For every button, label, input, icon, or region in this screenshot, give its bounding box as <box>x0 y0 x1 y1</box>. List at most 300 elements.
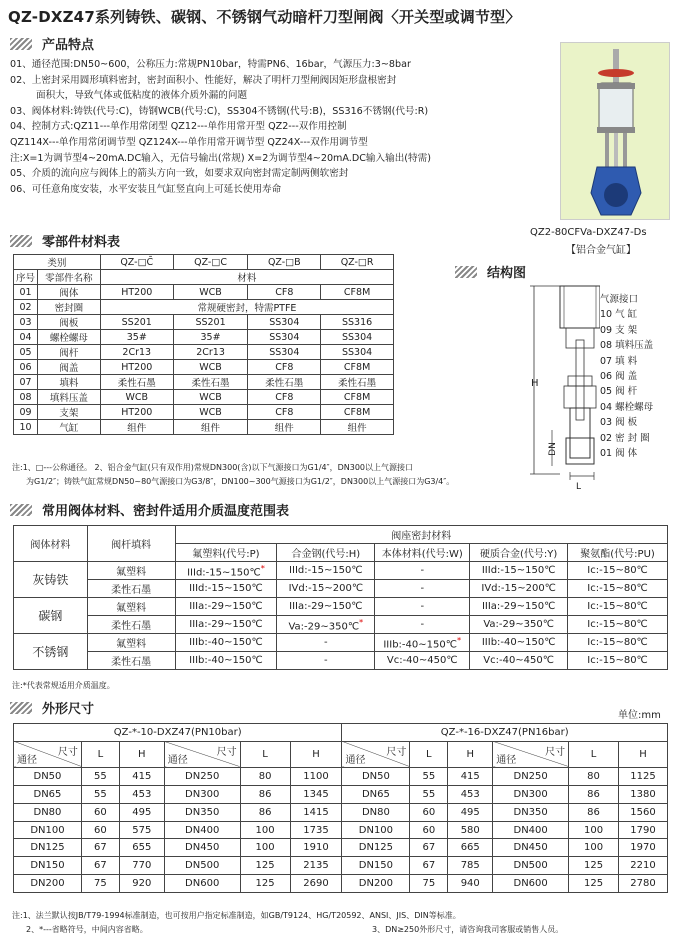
structure-label: 10 气 缸 <box>600 309 638 321</box>
part-no: 07 <box>14 375 38 390</box>
dims-cell: DN200 <box>342 875 410 893</box>
dims-cell: 415 <box>448 767 493 785</box>
part-material: 35# <box>173 330 248 345</box>
dims-cell: 575 <box>119 821 164 839</box>
dims-cell: 125 <box>569 875 619 893</box>
part-material: WCB <box>100 390 173 405</box>
dims-cell: DN150 <box>342 857 410 875</box>
dims-l-header: L <box>410 741 448 767</box>
dims-title-row <box>14 724 668 742</box>
part-name: 阀板 <box>37 315 100 330</box>
temps-value <box>568 652 668 670</box>
dims-cell: 1970 <box>618 839 667 857</box>
temps-stem: 氟塑料 <box>87 634 175 652</box>
dims-cell: DN80 <box>14 803 82 821</box>
dims-cell: 1380 <box>618 785 667 803</box>
dims-cell: 67 <box>410 839 448 857</box>
bracket-right <box>623 133 627 167</box>
dims-cell: 495 <box>119 803 164 821</box>
parts-type-col: QZ-□C̄ <box>100 255 173 270</box>
table-row <box>14 857 668 875</box>
part-material: 柔性石墨 <box>248 375 321 390</box>
temps-value-text: IIIb:-40~150℃ <box>189 655 263 666</box>
dims-cell: DN350 <box>164 803 240 821</box>
temps-value <box>277 634 375 652</box>
structure-label: 01 阀 体 <box>600 448 638 460</box>
dims-cell: DN450 <box>164 839 240 857</box>
feature-line: 05、介质的流向应与阀体上的箭头方向一致，如要求双向密封需定制两侧软密封 <box>10 168 349 180</box>
dim-dn-label: DN <box>547 442 558 456</box>
dims-cell: DN250 <box>493 767 569 785</box>
stem-shape <box>613 49 619 83</box>
dims-cell: 1560 <box>618 803 667 821</box>
dims-cell: 86 <box>240 803 290 821</box>
dims-cell: DN100 <box>14 821 82 839</box>
temps-value <box>568 562 668 580</box>
dims-l-header: L <box>569 741 619 767</box>
dims-cell: DN150 <box>14 857 82 875</box>
temps-value-text: IIIa:-29~150℃ <box>189 619 263 630</box>
section-marker-icon <box>10 38 32 50</box>
temps-value <box>470 562 568 580</box>
temps-value-text: - <box>420 619 425 630</box>
part-name: 填料压盖 <box>37 390 100 405</box>
temps-body-material: 不锈钢 <box>14 634 88 670</box>
dims-cell: 55 <box>410 767 448 785</box>
dims-dn-label: 通径 <box>17 754 37 766</box>
dims-dn-label: 通径 <box>167 754 188 766</box>
dims-cell: DN100 <box>342 821 410 839</box>
dims-cell: DN50 <box>342 767 410 785</box>
dims-cell: DN200 <box>14 875 82 893</box>
table-row <box>14 598 668 616</box>
dims-cell: 55 <box>81 767 119 785</box>
dims-diag-header <box>164 741 240 767</box>
part-material: CF8M <box>321 285 394 300</box>
temps-value <box>375 598 470 616</box>
dims-cell: 1125 <box>618 767 667 785</box>
temps-value <box>568 616 668 634</box>
part-material-span: 常规硬密封，特需PTFE <box>100 300 393 315</box>
temps-value <box>470 634 568 652</box>
dims-cell: 1790 <box>618 821 667 839</box>
section-marker-icon <box>10 702 32 714</box>
temps-value-text: IIIa:-29~150℃ <box>289 601 363 612</box>
dims-h-header: H <box>290 741 342 767</box>
section-marker-icon <box>10 504 32 516</box>
temps-value <box>375 634 470 652</box>
table-row <box>14 360 394 375</box>
temps-stem: 柔性石墨 <box>87 652 175 670</box>
temps-heading: 常用阀体材料、密封件适用介质温度范围表 <box>10 500 289 519</box>
parts-subheader-row <box>14 270 394 285</box>
dims-cell: 2690 <box>290 875 342 893</box>
parts-type-col: QZ-□C <box>173 255 248 270</box>
dim-l-label: L <box>576 482 582 492</box>
temps-value-text: - <box>420 565 425 576</box>
dims-cell: DN80 <box>342 803 410 821</box>
dims-cell: DN50 <box>14 767 82 785</box>
part-material: CF8 <box>248 285 321 300</box>
dims-cell: 1735 <box>290 821 342 839</box>
part-material: CF8 <box>248 390 321 405</box>
dims-cell: 80 <box>240 767 290 785</box>
temps-value <box>175 634 277 652</box>
part-name: 支架 <box>37 405 100 420</box>
dims-cell: 125 <box>240 875 290 893</box>
temps-seat-col: 本体材料(代号:W) <box>375 544 470 562</box>
table-row <box>14 375 394 390</box>
dims-cell: 920 <box>119 875 164 893</box>
part-material: SS304 <box>321 345 394 360</box>
dims-cell: DN400 <box>493 821 569 839</box>
temps-value <box>568 634 668 652</box>
feature-line: 面积大，导致气体或低粘度的液体介质外漏的问题 <box>36 90 248 102</box>
dims-size-label: 尺寸 <box>545 746 566 758</box>
table-row <box>14 390 394 405</box>
temps-value <box>175 598 277 616</box>
temps-value <box>175 580 277 598</box>
table-row <box>14 300 394 315</box>
temps-value-text: Ic:-15~80℃ <box>587 601 648 612</box>
temps-seat-col: 合金钢(代号:H) <box>277 544 375 562</box>
parts-type-col: QZ-□B <box>248 255 321 270</box>
temps-value-text: IIId:-15~150℃ <box>481 565 556 576</box>
dims-cell: 80 <box>569 767 619 785</box>
dims-note-1: 注:1、法兰默认按JB/T79-1994标准制造，也可按用户指定标准制造，如GB/T9124、HG/T20592、ANSI、JIS、DIN等标准。 <box>12 911 461 920</box>
dims-cell: 60 <box>410 803 448 821</box>
dims-cell: 86 <box>569 785 619 803</box>
part-no: 09 <box>14 405 38 420</box>
part-material: WCB <box>173 360 248 375</box>
parts-seq-header: 序号 <box>14 270 38 285</box>
feature-line: 04、控制方式:QZ11---单作用常闭型 QZ12---单作用常开型 QZ2---双作用控制 <box>10 121 347 133</box>
structure-label: 05 阀 杆 <box>600 386 638 398</box>
dim-h-label: H <box>531 378 539 389</box>
dims-dn-label: 通径 <box>345 754 366 766</box>
dims-cell: DN600 <box>493 875 569 893</box>
feature-line: 注:X=1为调节型4~20mA.DC输入，无信号输出(常规) X=2为调节型4~20mA.DC输入输出(特需) <box>10 152 431 164</box>
temps-value <box>568 580 668 598</box>
temps-value-text: - <box>420 601 425 612</box>
part-name: 阀杆 <box>37 345 100 360</box>
temps-stem-header: 阀杆填料 <box>87 526 175 562</box>
parts-name-header: 零部件名称 <box>37 270 100 285</box>
dims-cell: 1345 <box>290 785 342 803</box>
temps-value-text: Vc:-40~450℃ <box>483 655 555 666</box>
part-material: HT200 <box>100 405 173 420</box>
part-name: 填料 <box>37 375 100 390</box>
part-material: 组件 <box>173 420 248 435</box>
dims-title-left: QZ-*-10-DXZ47(PN10bar) <box>14 724 342 742</box>
dims-diag-header <box>342 741 410 767</box>
temps-seat-header: 阀座密封材料 <box>175 526 667 544</box>
temps-value-text: Ic:-15~80℃ <box>587 637 648 648</box>
table-row <box>14 803 668 821</box>
temps-value-text: Va:-29~350℃ <box>288 621 360 633</box>
feature-line: QZ114X---单作用常闭调节型 QZ124X---单作用常开调节型 QZ24X---双作用调节型 <box>10 136 368 148</box>
part-material: 2Cr13 <box>100 345 173 360</box>
part-no: 05 <box>14 345 38 360</box>
temps-value <box>375 652 470 670</box>
part-material: CF8M <box>321 390 394 405</box>
dims-note-2: 2、*---省略符号，中间内容省略。 <box>26 925 148 934</box>
parts-type-col: QZ-□R <box>321 255 394 270</box>
structure-heading: 结构图 <box>455 262 526 281</box>
section-marker-icon <box>455 266 477 278</box>
temps-value-text: Ic:-15~80℃ <box>587 655 648 666</box>
dims-cell: DN65 <box>342 785 410 803</box>
part-no: 03 <box>14 315 38 330</box>
part-no: 08 <box>14 390 38 405</box>
table-row <box>14 616 668 634</box>
temps-value-text: IVd:-15~200℃ <box>288 583 364 594</box>
part-material: 组件 <box>100 420 173 435</box>
part-name: 阀体 <box>37 285 100 300</box>
structure-label: 04 螺栓螺母 <box>600 401 654 413</box>
dims-cell: 655 <box>119 839 164 857</box>
structure-label: 06 阀 盖 <box>600 371 638 383</box>
parts-note-1: 注:1、□---公称通径。 2、铝合金气缸(只有双作用)常规DN300(含)以下气源接口为G1/4″，DN300以上气源接口 <box>12 463 414 472</box>
dims-l-header: L <box>240 741 290 767</box>
feature-line: 02、上密封采用圆形填料密封，密封面积小、性能好，解决了明杆刀型闸阀因矩形盘根密封 <box>10 74 397 86</box>
parts-table <box>13 254 394 435</box>
temps-seat-col: 聚氨酯(代号:PU) <box>568 544 668 562</box>
dims-cell: 60 <box>81 821 119 839</box>
parts-note-2: 为G1/2″；铸铁气缸常规DN50~80气源接口为G3/8″，DN100~300气源接口为G1/2″，DN300以上气源接口为G3/4″。 <box>26 477 455 486</box>
dims-cell: 940 <box>448 875 493 893</box>
dims-cell: DN125 <box>14 839 82 857</box>
dims-cell: 60 <box>81 803 119 821</box>
temps-value <box>175 562 277 580</box>
temps-seat-col: 氟塑料(代号:P) <box>175 544 277 562</box>
dims-cell: DN500 <box>493 857 569 875</box>
structure-label: 08 填料压盖 <box>600 340 654 352</box>
table-row <box>14 785 668 803</box>
part-name: 阀盖 <box>37 360 100 375</box>
dims-cell: DN125 <box>342 839 410 857</box>
part-material: WCB <box>173 405 248 420</box>
temps-body-header: 阀体材料 <box>14 526 88 562</box>
dims-h-header: H <box>448 741 493 767</box>
temps-value-text: - <box>420 583 425 594</box>
table-row <box>14 634 668 652</box>
dims-cell: 785 <box>448 857 493 875</box>
part-material: SS316 <box>321 315 394 330</box>
table-row <box>14 315 394 330</box>
dims-cell: DN350 <box>493 803 569 821</box>
cylinder-cap-top <box>597 83 635 89</box>
structure-label: 07 填 料 <box>600 355 638 367</box>
parts-type-header: 类别 <box>14 255 101 270</box>
part-name: 螺栓螺母 <box>37 330 100 345</box>
feature-line: 01、通径范围:DN50~600，公称压力:常规PN10bar，特需PN6、16bar，气源压力:3~8bar <box>10 59 411 70</box>
temps-value <box>175 616 277 634</box>
temps-body-material: 碳钢 <box>14 598 88 634</box>
table-row <box>14 652 668 670</box>
structure-label: 气源接口 <box>600 294 639 305</box>
temps-value <box>277 580 375 598</box>
dims-dn-label: 通径 <box>496 754 517 766</box>
dims-h-header: H <box>618 741 667 767</box>
part-name: 密封圈 <box>37 300 100 315</box>
temps-star: * <box>260 562 265 573</box>
dims-cell: 100 <box>240 839 290 857</box>
temps-value <box>277 652 375 670</box>
parts-material-header: 材料 <box>100 270 393 285</box>
part-no: 01 <box>14 285 38 300</box>
part-material: 柔性石墨 <box>321 375 394 390</box>
dims-note-3: 3、DN≥250外形尺寸，请咨询我司客服或销售人员。 <box>372 925 564 934</box>
temps-value-text: IIIb:-40~150℃ <box>481 637 556 648</box>
dims-h-header: H <box>119 741 164 767</box>
dims-cell: DN250 <box>164 767 240 785</box>
dims-l-header: L <box>81 741 119 767</box>
features-heading: 产品特点 <box>10 34 94 53</box>
cylinder-shape <box>599 83 633 131</box>
temps-value <box>277 598 375 616</box>
structure-label: 03 阀 板 <box>600 417 638 429</box>
part-material: CF8M <box>321 360 394 375</box>
temps-value <box>375 616 470 634</box>
part-material: CF8M <box>321 405 394 420</box>
dims-cell: 75 <box>81 875 119 893</box>
handwheel-shape <box>598 69 634 77</box>
dims-cell: 2135 <box>290 857 342 875</box>
table-row <box>14 875 668 893</box>
temps-value-text: - <box>324 655 328 666</box>
part-material: HT200 <box>100 285 173 300</box>
temps-stem: 柔性石墨 <box>87 616 175 634</box>
part-material: 组件 <box>321 420 394 435</box>
temps-value-text: IIIb:-40~150℃ <box>189 637 263 648</box>
part-material: 35# <box>100 330 173 345</box>
table-row <box>14 821 668 839</box>
dims-size-label: 尺寸 <box>57 746 78 758</box>
part-material: HT200 <box>100 360 173 375</box>
part-material: SS201 <box>100 315 173 330</box>
temps-stem: 氟塑料 <box>87 598 175 616</box>
dims-cell: 67 <box>410 857 448 875</box>
part-material: CF8 <box>248 360 321 375</box>
structure-label: 02 密 封 圈 <box>600 432 650 444</box>
part-material: SS201 <box>173 315 248 330</box>
temps-value-text: IIIa:-29~150℃ <box>189 601 263 612</box>
temps-header-row <box>14 526 668 544</box>
dims-size-label: 尺寸 <box>386 746 407 758</box>
part-material: SS304 <box>248 345 321 360</box>
dims-cell: 453 <box>119 785 164 803</box>
bracket-left <box>605 133 609 167</box>
temps-value-text: Va:-29~350℃ <box>483 619 554 630</box>
dims-title-right: QZ-*-16-DXZ47(PN16bar) <box>342 724 668 742</box>
part-no: 10 <box>14 420 38 435</box>
dims-cell: 1910 <box>290 839 342 857</box>
temps-value <box>375 580 470 598</box>
temps-value-text: IIIb:-40~150℃ <box>383 639 457 651</box>
feature-line: 06、可任意角度安装，水平安装且气缸竖直向上可延长使用寿命 <box>10 183 282 195</box>
temps-value-text: IIId:-15~150℃ <box>187 567 261 579</box>
dims-cell: 665 <box>448 839 493 857</box>
feature-line: 03、阀体材料:铸铁(代号:C)，铸钢WCB(代号:C)，SS304不锈钢(代号:B)，SS316不锈钢(代号:R) <box>10 105 429 117</box>
dims-cell: 125 <box>240 857 290 875</box>
temps-value-text: IIIa:-29~150℃ <box>481 601 556 612</box>
temps-value-text: Ic:-15~80℃ <box>587 619 648 630</box>
temps-seat-col: 硬质合金(代号:Y) <box>470 544 568 562</box>
dims-cell: 75 <box>410 875 448 893</box>
dims-cell: DN400 <box>164 821 240 839</box>
dims-cell: 67 <box>81 857 119 875</box>
dims-cell: 67 <box>81 839 119 857</box>
table-row <box>14 767 668 785</box>
table-row <box>14 839 668 857</box>
dims-cell: 1100 <box>290 767 342 785</box>
dims-cell: 1415 <box>290 803 342 821</box>
dims-cell: DN300 <box>164 785 240 803</box>
temps-value-text: Ic:-15~80℃ <box>587 583 648 594</box>
part-no: 02 <box>14 300 38 315</box>
temps-value-text: IIId:-15~150℃ <box>189 583 263 594</box>
temps-value <box>175 652 277 670</box>
temps-stem: 柔性石墨 <box>87 580 175 598</box>
dims-diag-header <box>14 741 82 767</box>
cylinder-cap-bottom <box>597 127 635 133</box>
part-material: WCB <box>173 285 248 300</box>
part-material: 柔性石墨 <box>173 375 248 390</box>
features-list <box>10 57 540 197</box>
dims-cell: 86 <box>240 785 290 803</box>
dims-table <box>13 723 668 893</box>
dims-unit: 单位:mm <box>618 710 661 721</box>
dims-cell: 86 <box>569 803 619 821</box>
temps-value-text: - <box>324 637 328 648</box>
part-material: SS304 <box>321 330 394 345</box>
dims-cell: 495 <box>448 803 493 821</box>
parts-header-row <box>14 255 394 270</box>
part-material: 组件 <box>248 420 321 435</box>
temps-value <box>470 652 568 670</box>
dims-cell: 2210 <box>618 857 667 875</box>
dims-cell: 100 <box>569 839 619 857</box>
table-row <box>14 330 394 345</box>
table-row <box>14 285 394 300</box>
temps-value <box>277 616 375 634</box>
part-material: SS304 <box>248 315 321 330</box>
photo-caption-note: 【铝合金气缸】 <box>566 245 636 256</box>
dims-cell: 2780 <box>618 875 667 893</box>
structure-labels <box>600 292 653 461</box>
dims-diag-header <box>493 741 569 767</box>
temps-value <box>375 562 470 580</box>
dims-cell: 453 <box>448 785 493 803</box>
temps-value-text: Vc:-40~450℃ <box>386 655 458 666</box>
valve-bore-shape <box>604 183 628 207</box>
parts-heading: 零部件材料表 <box>10 231 120 250</box>
temps-value <box>470 580 568 598</box>
table-row <box>14 580 668 598</box>
temps-value-text: IVd:-15~200℃ <box>481 583 556 594</box>
section-marker-icon <box>10 235 32 247</box>
dims-cell: DN300 <box>493 785 569 803</box>
structure-label: 09 支 架 <box>600 324 638 336</box>
temps-value <box>568 598 668 616</box>
page-title: QZ-DXZ47系列铸铁、碳钢、不锈钢气动暗杆刀型闸阀〈开关型或调节型〉 <box>8 8 521 26</box>
dims-cell: DN500 <box>164 857 240 875</box>
part-no: 04 <box>14 330 38 345</box>
dims-cell: 55 <box>410 785 448 803</box>
temps-value <box>470 598 568 616</box>
dims-cell: 415 <box>119 767 164 785</box>
